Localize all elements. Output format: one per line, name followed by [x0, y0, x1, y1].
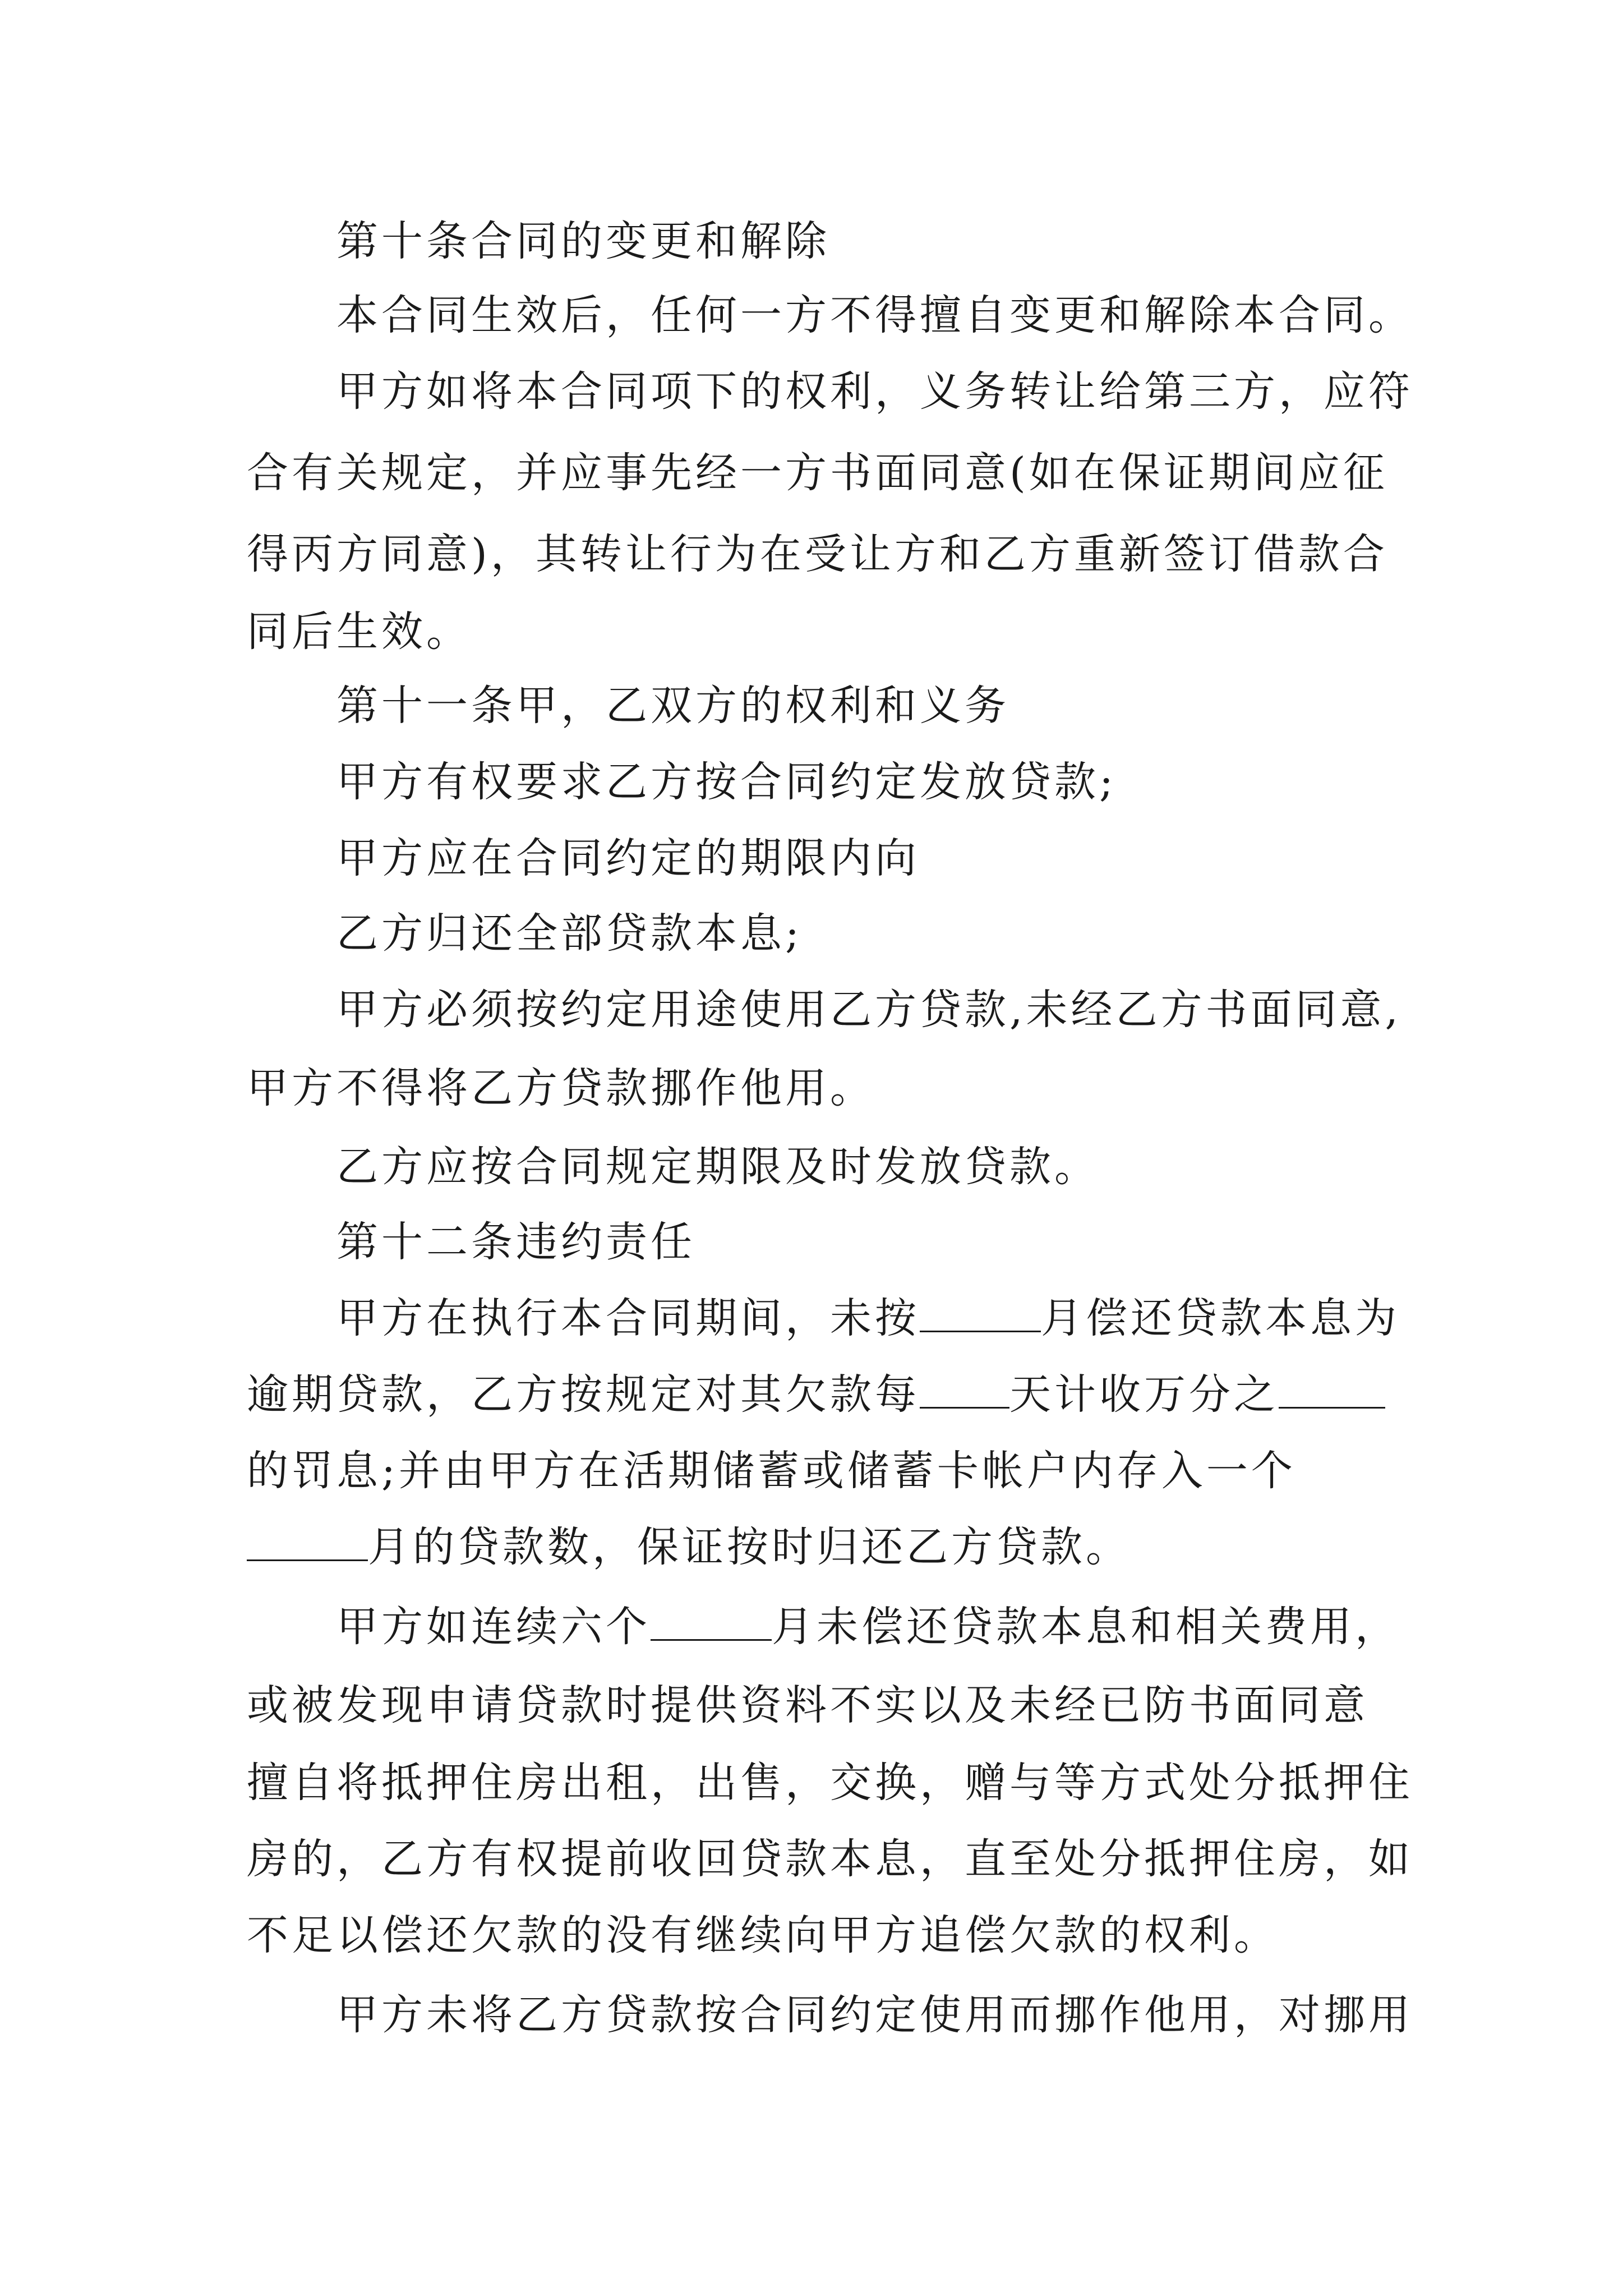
paragraph-line: 乙方归还全部贷款本息;	[336, 909, 803, 958]
line-text: 月的贷款数，保证按时归还乙方贷款。	[368, 1523, 1131, 1571]
paragraph-line	[336, 1290, 1400, 1346]
paragraph-line: 房的，乙方有权提前收回贷款本息，直至处分抵押住房，如	[247, 1835, 1413, 1883]
line-text: 天计收万分之	[1009, 1370, 1279, 1419]
paragraph-line: 得丙方同意)，其转让行为在受让方和乙方重新签订借款合	[247, 530, 1388, 578]
line-text: 甲方在执行本合同期间，未按	[336, 1294, 920, 1342]
fill-in-blank[interactable]	[920, 1368, 1009, 1409]
fill-in-blank[interactable]	[920, 1291, 1041, 1332]
paragraph-line: 甲方不得将乙方贷款挪作他用。	[247, 1064, 875, 1112]
article-11-heading: 第十一条甲，乙双方的权利和义务	[336, 682, 1009, 730]
paragraph-line: 不足以偿还欠款的没有继续向甲方追偿欠款的权利。	[247, 1911, 1279, 1959]
line-text: 月未偿还贷款本息和相关费用，	[772, 1603, 1400, 1651]
line-text: 月偿还贷款本息为	[1041, 1294, 1400, 1342]
article-12-heading: 第十二条违约责任	[336, 1218, 695, 1266]
paragraph-line	[247, 1366, 1385, 1423]
paragraph-line: 甲方有权要求乙方按合同约定发放贷款;	[336, 758, 1117, 806]
line-text: 甲方如连续六个	[336, 1603, 651, 1651]
paragraph-line: 本合同生效后，任何一方不得擅自变更和解除本合同。	[336, 291, 1413, 339]
paragraph-line: 甲方如将本合同项下的权利，义务转让给第三方，应符	[336, 367, 1413, 416]
paragraph-line	[247, 1519, 1131, 1575]
paragraph-line: 擅自将抵押住房出租，出售，交换，赠与等方式处分抵押住	[247, 1759, 1413, 1807]
article-10-heading: 第十条合同的变更和解除	[336, 217, 830, 265]
paragraph-line: 甲方应在合同约定的期限内向	[336, 834, 920, 882]
paragraph-line: 乙方应按合同规定期限及时发放贷款。	[336, 1143, 1099, 1191]
paragraph-line: 甲方未将乙方贷款按合同约定使用而挪作他用，对挪用	[336, 1991, 1413, 2039]
paragraph-line: 或被发现申请贷款时提供资料不实以及未经已防书面同意	[247, 1681, 1368, 1729]
fill-in-blank[interactable]	[247, 1520, 368, 1561]
fill-in-blank[interactable]	[1279, 1368, 1385, 1409]
paragraph-line: 同后生效。	[247, 608, 471, 656]
line-text: 逾期贷款，乙方按规定对其欠款每	[247, 1370, 920, 1419]
fill-in-blank[interactable]	[651, 1600, 772, 1641]
paragraph-line: 合有关规定，并应事先经一方书面同意(如在保证期间应征	[247, 449, 1388, 497]
paragraph-line	[336, 1599, 1400, 1655]
paragraph-line: 的罚息;并由甲方在活期储蓄或储蓄卡帐户内存入一个	[247, 1447, 1296, 1495]
paragraph-line: 甲方必须按约定用途使用乙方贷款,未经乙方书面同意,	[336, 986, 1402, 1034]
